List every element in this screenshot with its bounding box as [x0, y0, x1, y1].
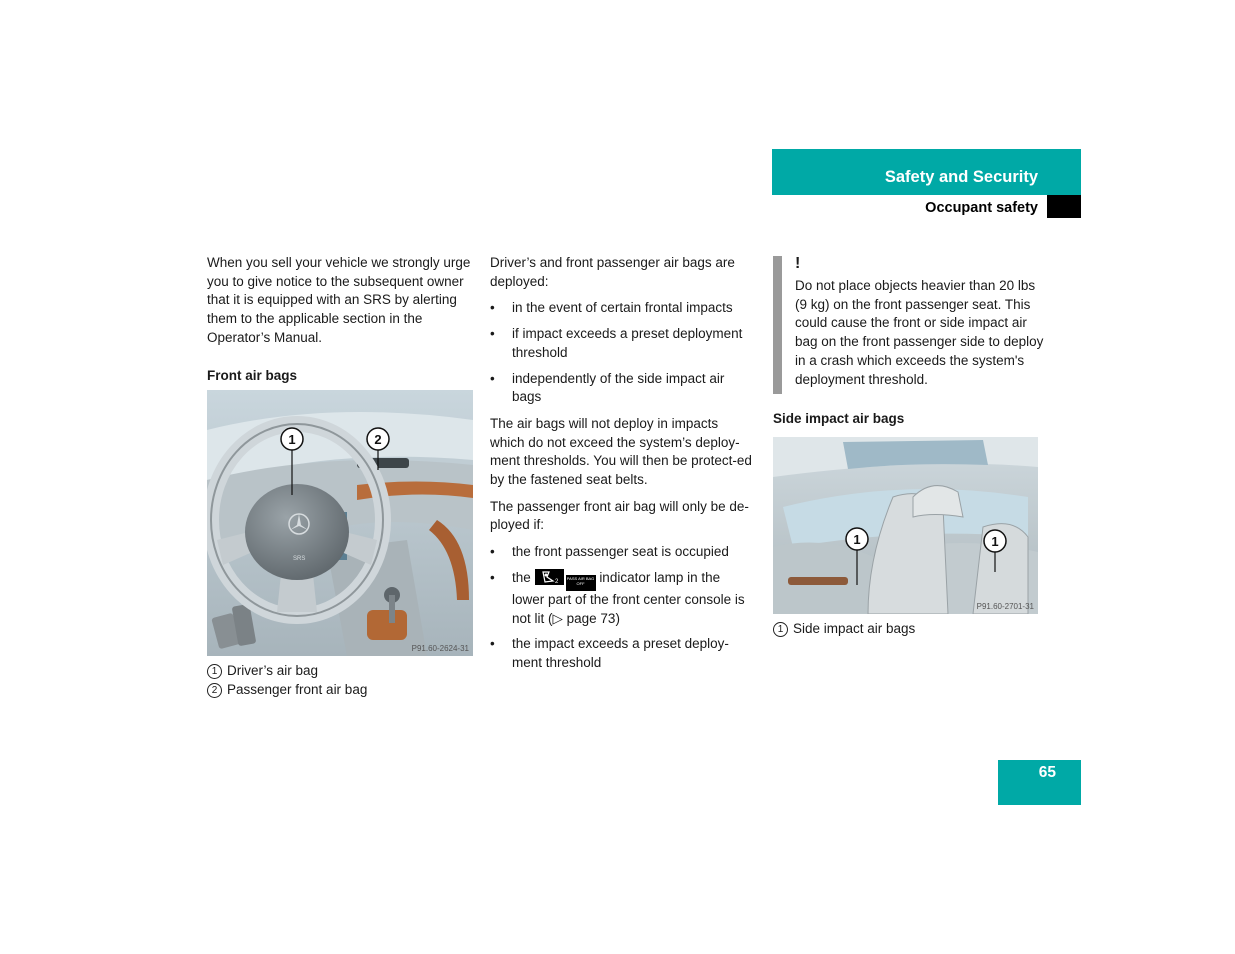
caption-number: 1: [207, 664, 222, 679]
svg-text:SRS: SRS: [293, 556, 306, 562]
deploy-intro: Driver’s and front passenger air bags are deployed:: [490, 255, 735, 289]
callout-1: 1: [853, 532, 861, 547]
side-airbags-heading: Side impact air bags: [773, 411, 905, 426]
svg-text:2: 2: [554, 578, 558, 585]
only-if-paragraph: The passenger front air bag will only be de-ployed if:: [490, 498, 749, 533]
child-seat-indicator-icon: [535, 569, 564, 585]
side-airbag-figure: [773, 437, 1038, 614]
callout-2: 2: [374, 432, 382, 447]
steering-wheel-illustration: [207, 390, 473, 656]
pass-airbag-off-icon: PASS AIR BAG OFF: [566, 575, 596, 591]
caption-passenger-airbag: [207, 680, 473, 699]
caption-number: 2: [207, 683, 222, 698]
note-text: Do not place objects heavier than 20 lbs (9 kg) on the front passenger seat. This could cause the front or side impact air bag on the front passenger side to deploy in a crash which exceeds the system's deployment threshold.: [795, 278, 1044, 387]
list-item: • in the event of certain frontal impacts: [490, 299, 756, 318]
front-figure-captions: [207, 661, 473, 699]
callout-1: 1: [288, 432, 296, 447]
list-item: • the impact exceeds a preset deploy-ment threshold: [490, 635, 756, 672]
caption-side-airbags: [773, 619, 915, 638]
subsection-marker: [1047, 195, 1081, 218]
front-airbags-heading: Front air bags: [207, 367, 298, 383]
passenger-conditions-list: [490, 543, 756, 673]
callout-1b: 1: [991, 534, 999, 549]
caption-driver-airbag: [207, 661, 473, 680]
caption-text: Passenger front air bag: [227, 682, 368, 697]
list-item: • the front passenger seat is occupied: [490, 543, 756, 562]
warning-icon: !: [795, 255, 801, 272]
indicator-pre-text: the: [512, 569, 531, 585]
caption-text: Driver’s air bag: [227, 663, 319, 678]
intro-paragraph: When you sell your vehicle we strongly urge you to give notice to the subsequent owner that it is equipped with an SRS by alerting them to the applicable section in the Operator’s Manual.: [207, 255, 471, 345]
list-item: • if impact exceeds a preset deployment threshold: [490, 325, 756, 362]
warning-note: [795, 254, 1045, 389]
deploy-conditions-list: [490, 299, 756, 407]
caption-number: 1: [773, 622, 788, 637]
page-number: 65: [1038, 764, 1056, 781]
front-airbag-figure: [207, 390, 473, 656]
list-item: • independently of the side impact air bags: [490, 370, 756, 407]
column-2: [490, 254, 756, 673]
subsection-title: Occupant safety: [925, 200, 1038, 216]
caption-text: Side impact air bags: [793, 621, 916, 636]
car-interior-illustration: [773, 437, 1038, 614]
section-title: Safety and Security: [884, 168, 1038, 186]
indicator-post-text: indicator lamp in the lower part of the front center console is not lit (▷ page 73): [512, 569, 745, 626]
column-1: [207, 254, 473, 385]
note-sidebar: [773, 256, 782, 394]
list-item-indicator: [490, 569, 756, 628]
no-deploy-paragraph: The air bags will not deploy in impacts which do not exceed the system’s deploy-ment thresholds. You will then be protect-ed by the fastened seat belts.: [490, 415, 752, 488]
figure-code: P91.60-2701-31: [976, 602, 1034, 611]
figure-code: P91.60-2624-31: [411, 644, 469, 653]
